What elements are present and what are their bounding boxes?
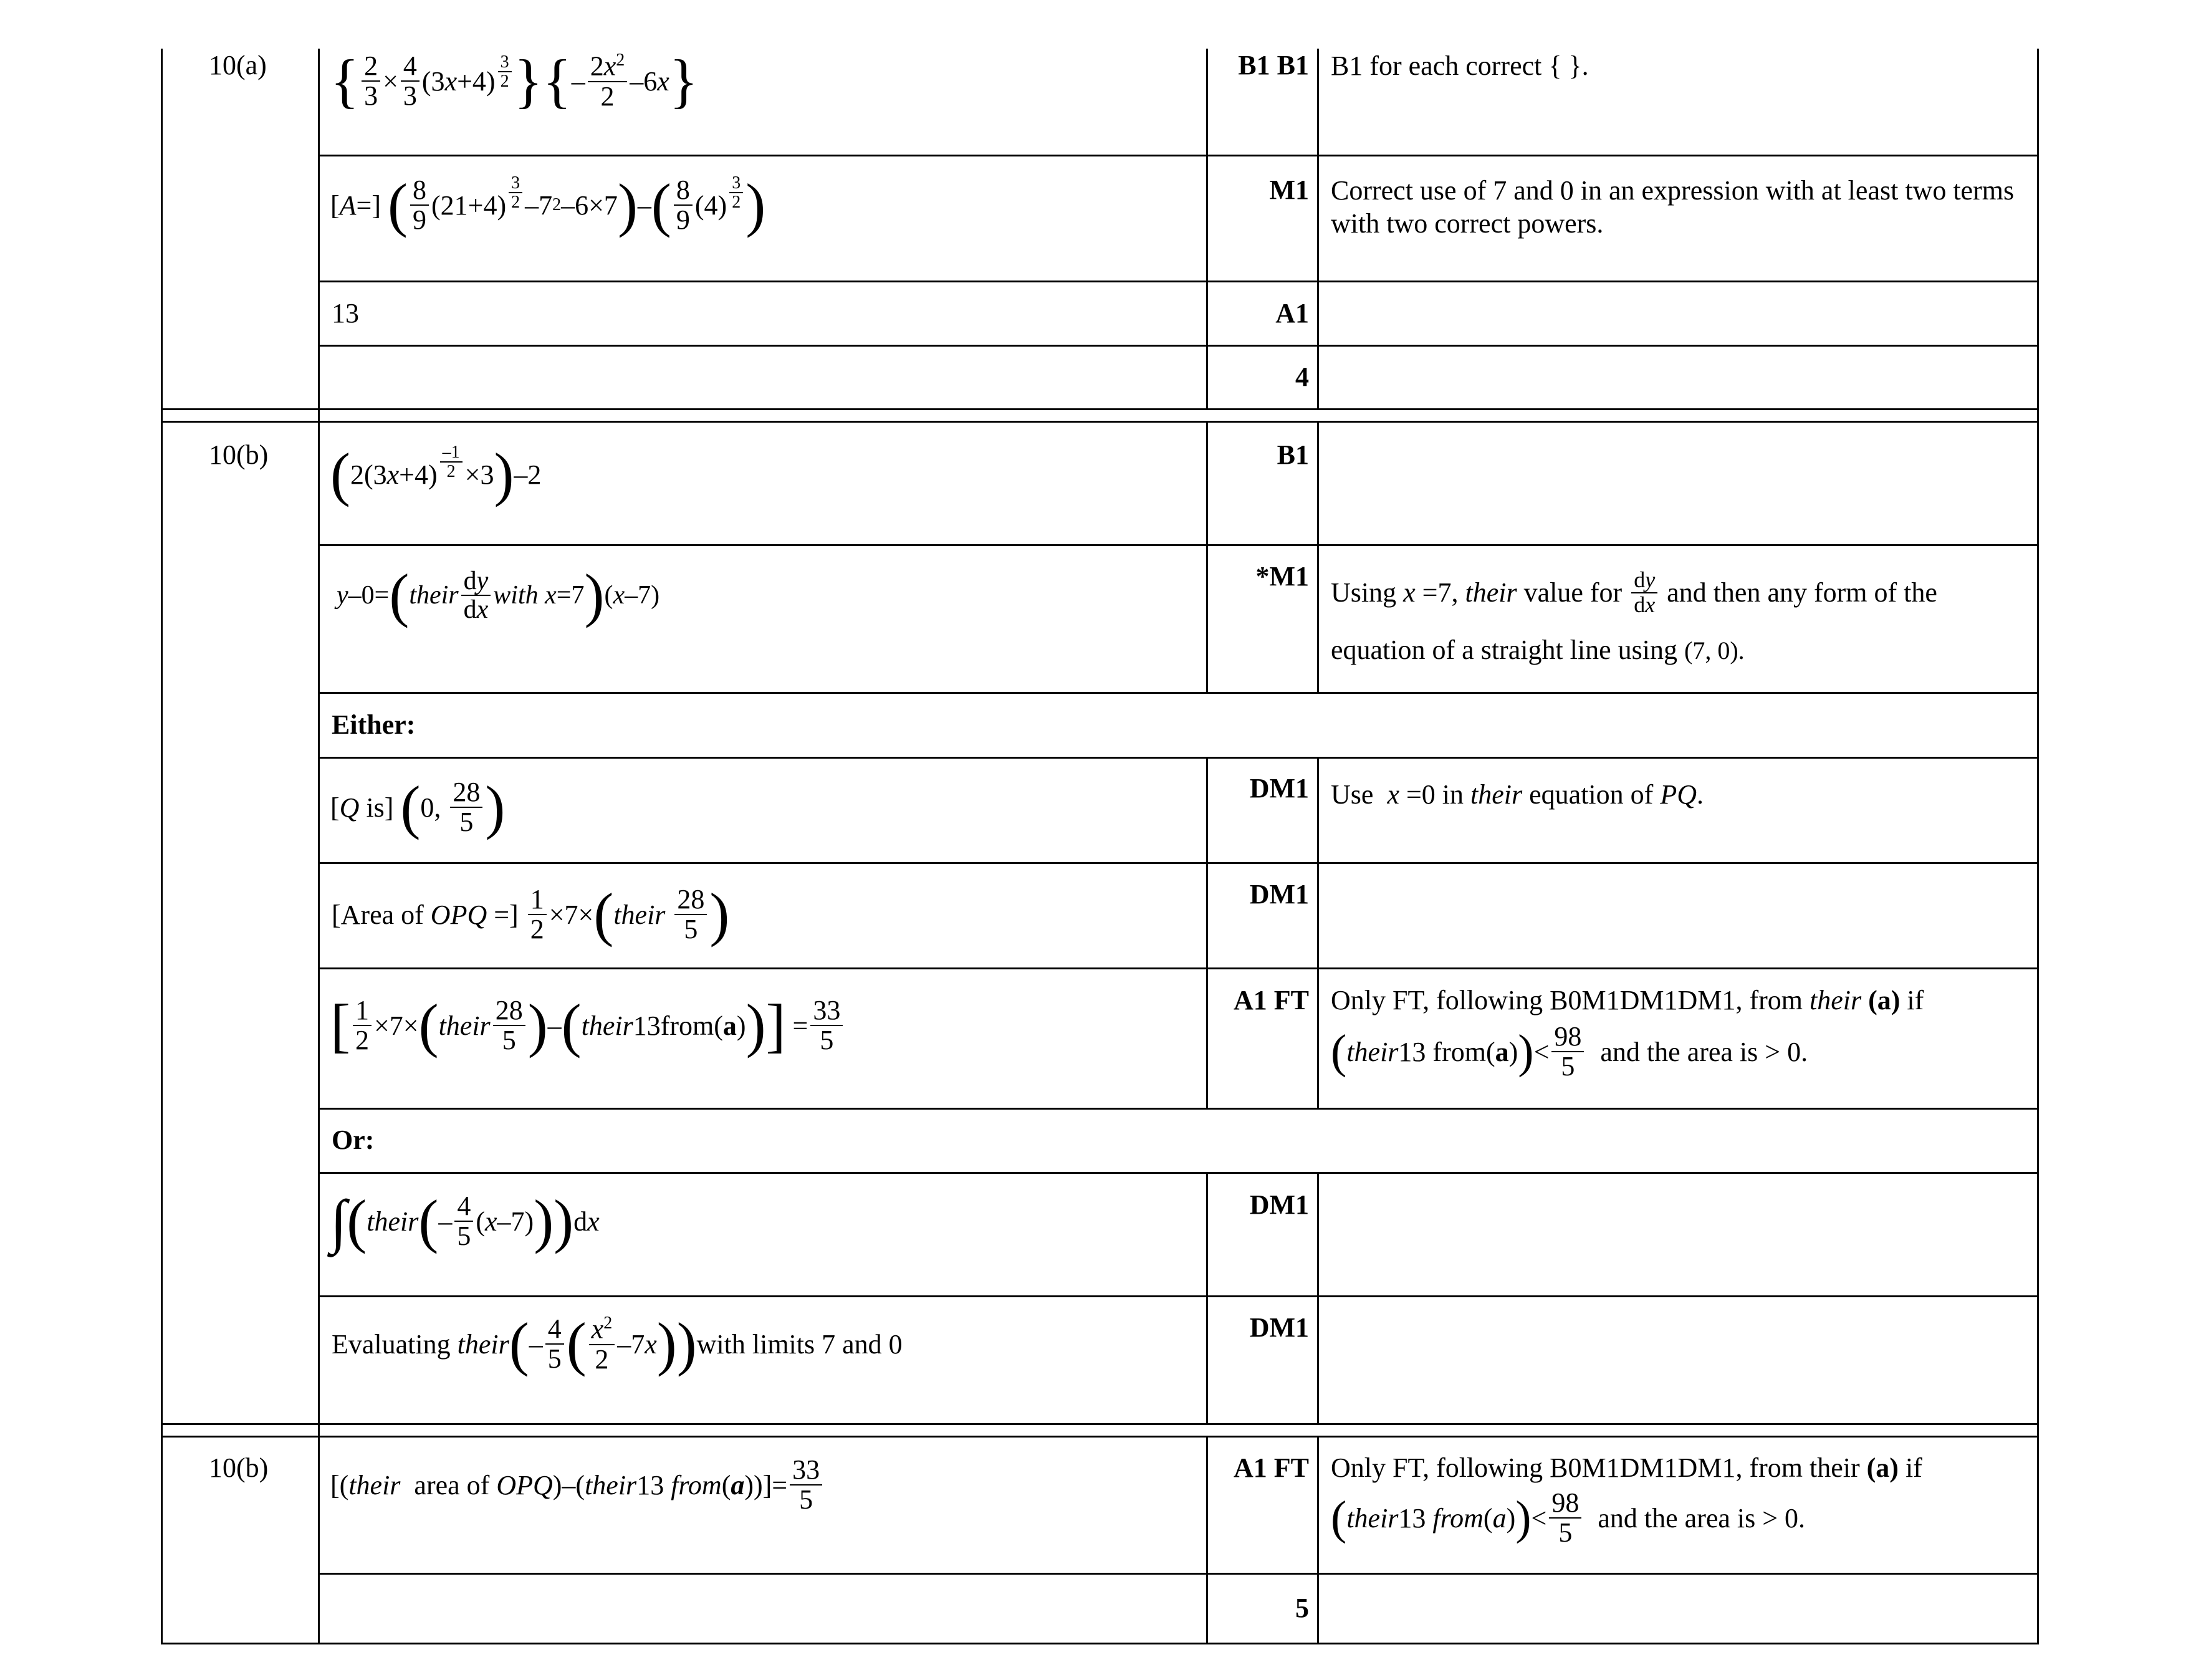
answer-formula-b7: Evaluating their ( – $\frac{4}{5}$ ( $\frac{x^2}{2}$ –7 x ) ) with limits 7 and 0 [332, 1310, 903, 1377]
guidance-b3-text-a: Use [1331, 779, 1374, 810]
answer-formula-a2: [ A =] ( $\frac{8}{9}$ (21+4) $\frac{3}{2}$ –7 2 –6×7 ) – ( $\frac{8}{9}$ (4) $\frac{3}{2}$ ) [330, 171, 766, 238]
total-a: 4 [1295, 362, 1309, 392]
question-label-10b-cont: 10(b) [209, 1452, 269, 1483]
guidance-b2-text-c: equation of a straight line using [1331, 635, 1677, 665]
guidance-b3: Use x =0 in their equation of PQ. [1331, 779, 1704, 810]
guidance-b2-line2 [1331, 635, 1745, 666]
answer-formula-b5: [ $\frac{1}{2}$ ×7× ( their $\frac{28}{5}$ ) – ( their 13from( a ) ) ] = $\frac{33}{5}$ [330, 996, 845, 1055]
answer-formula-b4: [Area of OPQ =] $\frac{1}{2}$ ×7× ( their $\frac{28}{5}$ ) [332, 880, 730, 948]
guidance-c1-text-c: and the area is > 0. [1598, 1502, 1806, 1534]
guidance-b3-text-b: in [1442, 779, 1464, 810]
mark-b2: *M1 [1255, 561, 1309, 592]
guidance-a1: B1 for each correct { }. [1331, 50, 1589, 81]
mark-b6: DM1 [1249, 1189, 1309, 1220]
mark-a1: B1 B1 [1238, 50, 1309, 80]
guidance-b5-line2: ( their 13 from( a ) ) < $\frac{98}{5}$ and the area is > 0. [1331, 1021, 1808, 1082]
guidance-c1-line1: Only FT, following B0M1DM1DM1, from their (a) if [1331, 1452, 1922, 1483]
mark-b5: A1 FT [1234, 985, 1309, 1015]
either-label: Either: [332, 709, 416, 740]
answer-formula-c1: [( their area of OPQ )–( their 13 from ( a ))]= $\frac{33}{5}$ [330, 1456, 825, 1514]
mark-b7: DM1 [1249, 1312, 1309, 1343]
b7-prefix: Evaluating [332, 1328, 451, 1360]
guidance-b5-text-a: Only FT, following B0M1DM1DM1, from [1331, 985, 1803, 1015]
b4-prefix: [Area of [332, 899, 424, 930]
or-label: Or: [332, 1125, 375, 1155]
total-b: 5 [1295, 1593, 1309, 1623]
answer-formula-b6: ∫ ( their ( – $\frac{4}{5}$ ( x –7) ) ) d x [330, 1187, 600, 1254]
answer-formula-b1: ( 2(3 x +4) $\frac{-1}{2}$ ×3 ) –2 [330, 441, 542, 507]
guidance-b2-line1: Using x =7, their value for $\frac{dy}{dx}$ and then any form of the [1331, 567, 1937, 617]
answer-a3: 13 [332, 298, 359, 329]
question-label-10b: 10(b) [209, 439, 269, 470]
mark-c1: A1 FT [1234, 1452, 1309, 1483]
guidance-a2: Correct use of 7 and 0 in an expression with at least two terms with two correct powers. [1331, 175, 2015, 239]
guidance-b5-line1: Only FT, following B0M1DM1DM1, from their (a) if [1331, 985, 1924, 1015]
mark-a2: M1 [1269, 175, 1309, 205]
guidance-c1-text-a: Only FT, following B0M1DM1DM1, from their [1331, 1452, 1860, 1483]
guidance-c1-text-b: if [1905, 1452, 1922, 1483]
guidance-b2-text-a: Using [1331, 577, 1397, 608]
answer-formula-b2: y –0= ( their $\frac{dy}{dx}$ with x =7 ) ( x –7) [337, 561, 660, 628]
guidance-b5-text-b: if [1907, 985, 1924, 1015]
mark-b4: DM1 [1249, 879, 1309, 910]
b7-suffix: with limits 7 and 0 [696, 1328, 903, 1360]
mark-b1: B1 [1277, 439, 1309, 470]
guidance-b3-text-c: equation of [1529, 779, 1654, 810]
guidance-b2-text-b: and then any form of the [1667, 577, 1937, 608]
guidance-c1-line2: ( their 13 from ( a ) ) < $\frac{98}{5}$ and the area is > 0. [1331, 1487, 1806, 1548]
mark-b3: DM1 [1249, 773, 1309, 804]
mark-a3: A1 [1275, 298, 1309, 329]
answer-formula-a1: { $\frac{2}{3}$ × $\frac{4}{3}$ (3 x +4) $\frac{3}{2}$ }{ – $\frac{2x^2}{2}$ –6 x } [330, 47, 698, 114]
guidance-b2-point: (7, 0). [1684, 636, 1745, 665]
answer-formula-b3: [ Q is] ( 0, $\frac{28}{5}$ ) [330, 773, 506, 840]
guidance-b5-text-c: and the area is > 0. [1600, 1036, 1808, 1067]
question-label-10a: 10(a) [209, 50, 267, 80]
